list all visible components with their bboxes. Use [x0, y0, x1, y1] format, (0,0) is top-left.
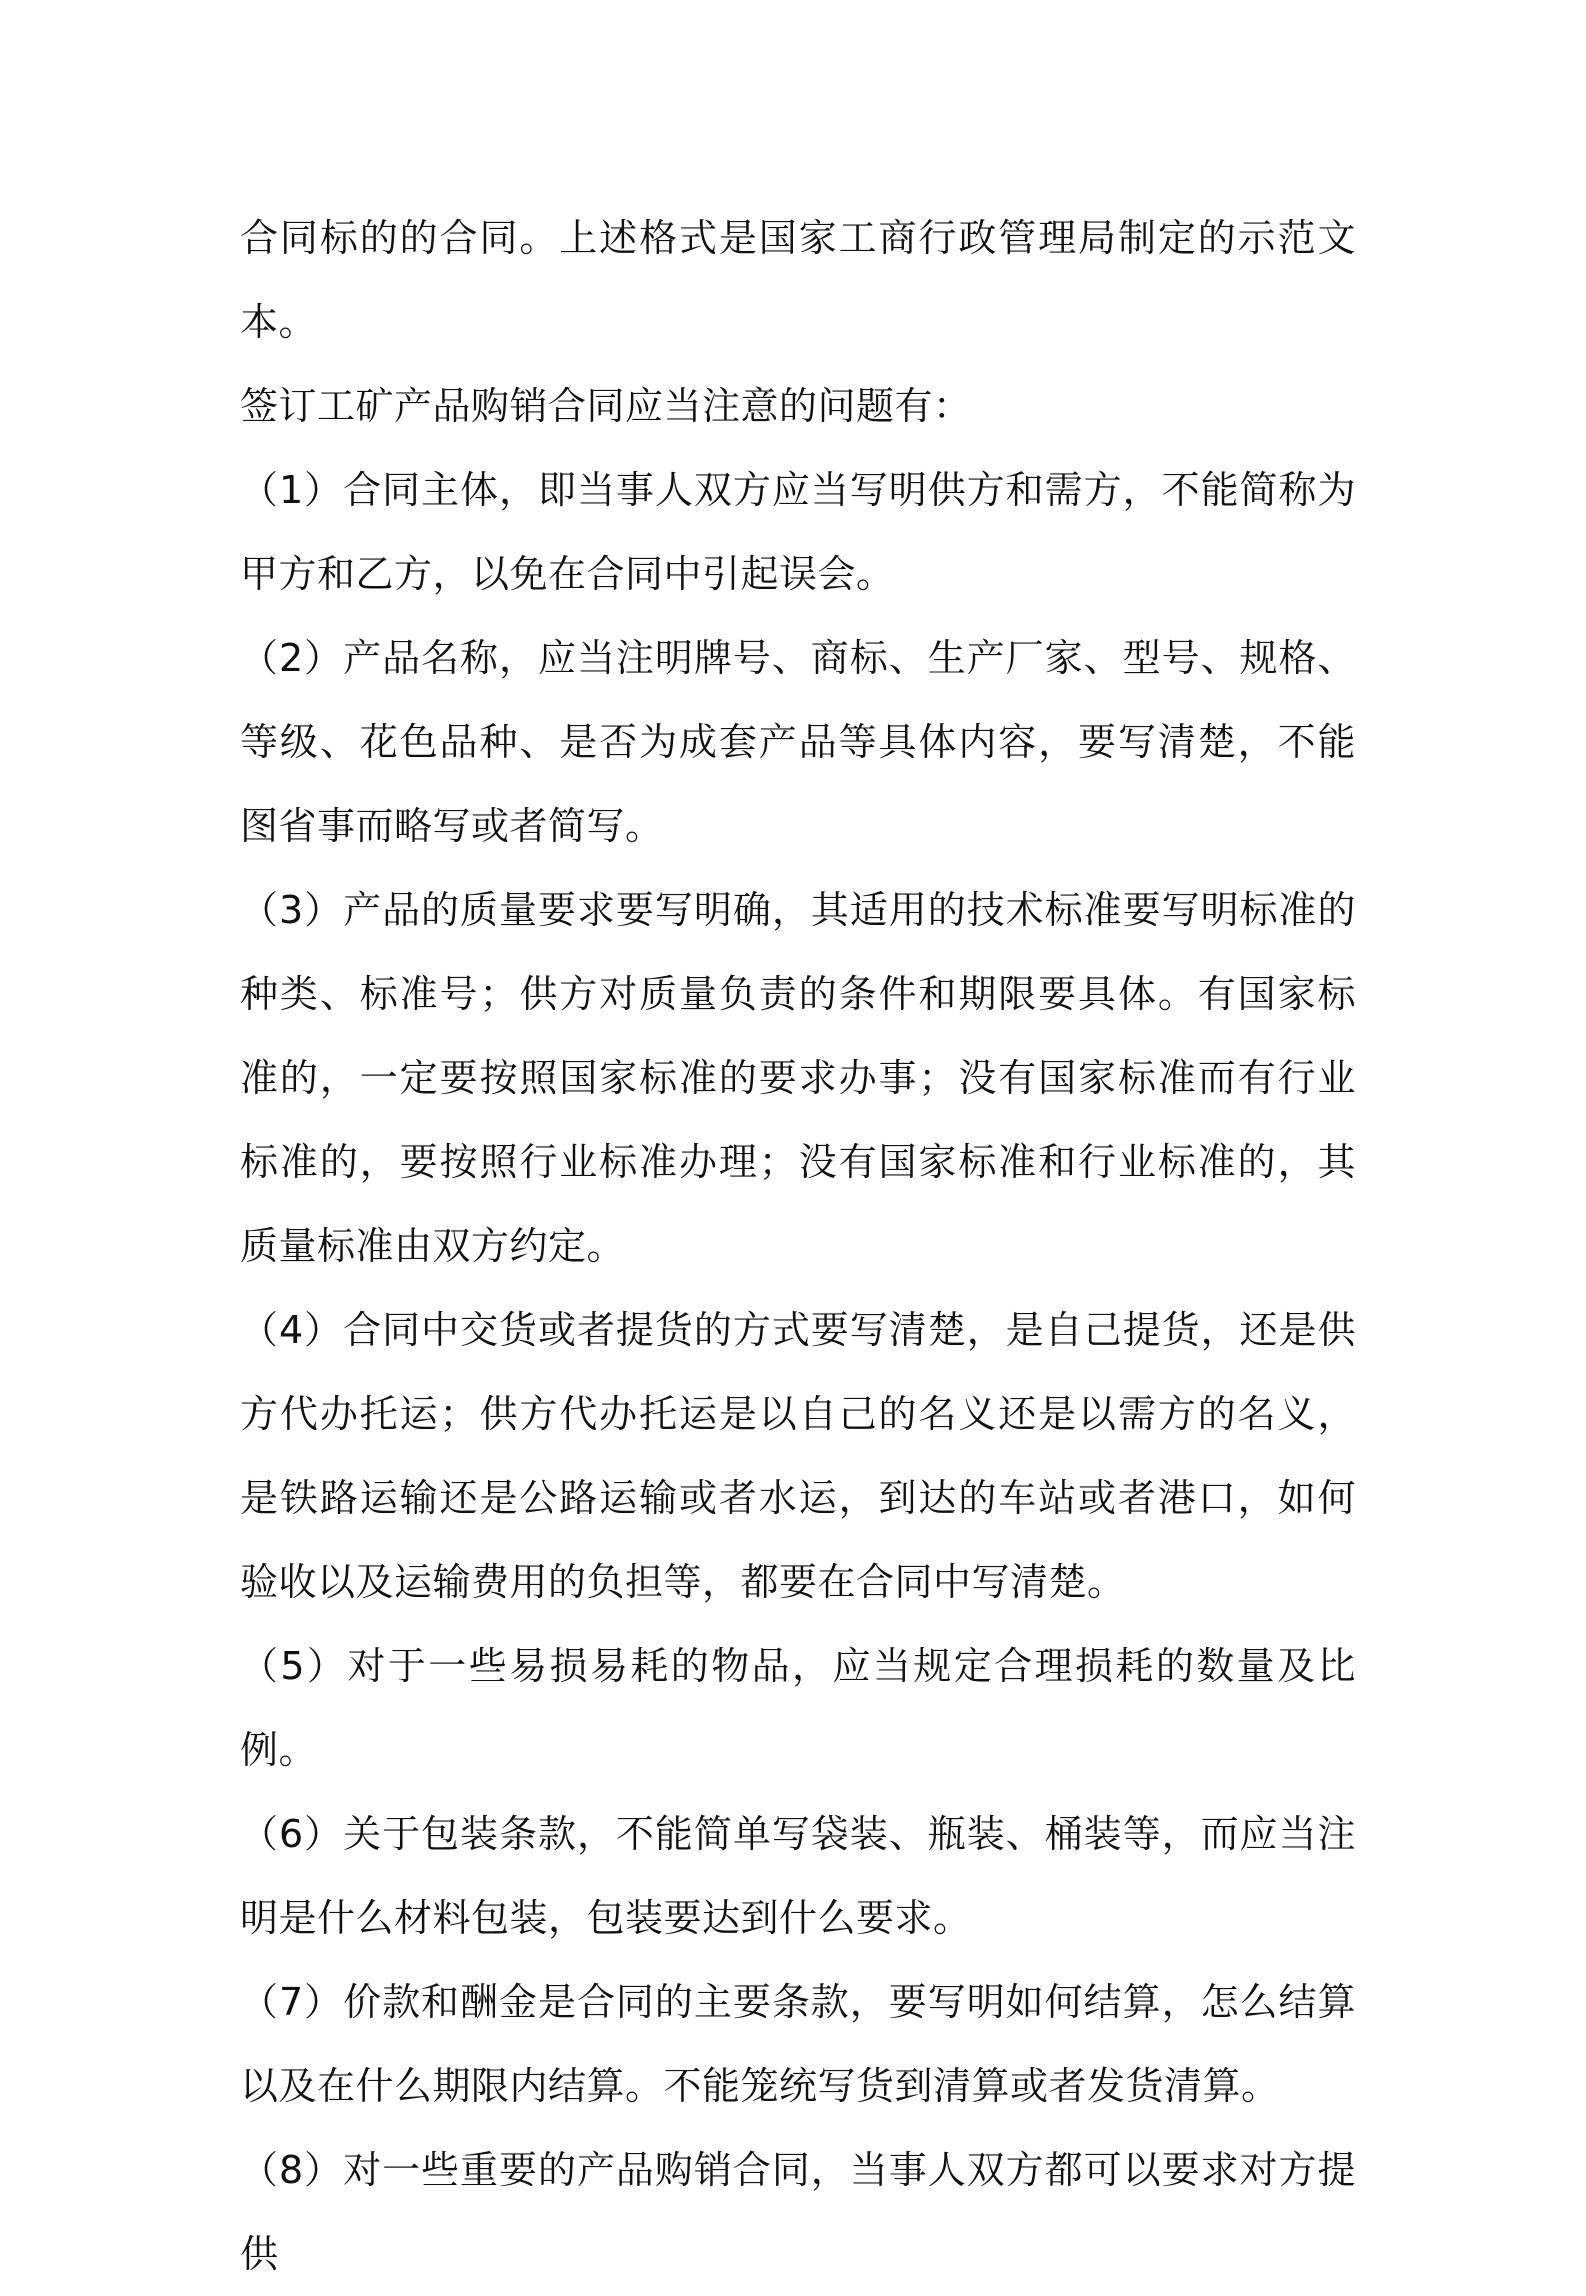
paragraph-item-3: （3）产品的质量要求要写明确，其适用的技术标准要写明标准的种类、标准号；供方对质量负责的条件和期限要具体。有国家标准的，一定要按照国家标准的要求办事；没有国家标准而有行业标准的，要按照行业标准办理；没有国家标准和行业标准的，其质量标准由双方约定。: [240, 888, 1356, 1268]
paragraph-item-7: （7）价款和酬金是合同的主要条款，要写明如何结算，怎么结算以及在什么期限内结算。不能笼统写货到清算或者发货清算。: [240, 1980, 1356, 2108]
document-page: [240, 196, 1356, 2296]
paragraph-item-4: （4）合同中交货或者提货的方式要写清楚，是自己提货，还是供方代办托运；供方代办托运是以自己的名义还是以需方的名义，是铁路运输还是公路运输或者水运，到达的车站或者港口，如何验收以及运输费用的负担等，都要在合同中写清楚。: [240, 1308, 1356, 1604]
paragraph-intro-continuation: 合同标的的合同。上述格式是国家工商行政管理局制定的示范文本。: [240, 216, 1356, 344]
paragraph-heading: 签订工矿产品购销合同应当注意的问题有：: [240, 384, 972, 428]
paragraph-item-1: （1）合同主体，即当事人双方应当写明供方和需方，不能简称为甲方和乙方，以免在合同中引起误会。: [240, 468, 1356, 596]
paragraph-item-8: （8）对一些重要的产品购销合同，当事人双方都可以要求对方提供: [240, 2148, 1356, 2276]
paragraph-item-2: （2）产品名称，应当注明牌号、商标、生产厂家、型号、规格、等级、花色品种、是否为成套产品等具体内容，要写清楚，不能图省事而略写或者简写。: [240, 636, 1356, 848]
paragraph-item-5: （5）对于一些易损易耗的物品，应当规定合理损耗的数量及比例。: [240, 1644, 1356, 1772]
paragraph-item-6: （6）关于包装条款，不能简单写袋装、瓶装、桶装等，而应当注明是什么材料包装，包装要达到什么要求。: [240, 1812, 1356, 1940]
